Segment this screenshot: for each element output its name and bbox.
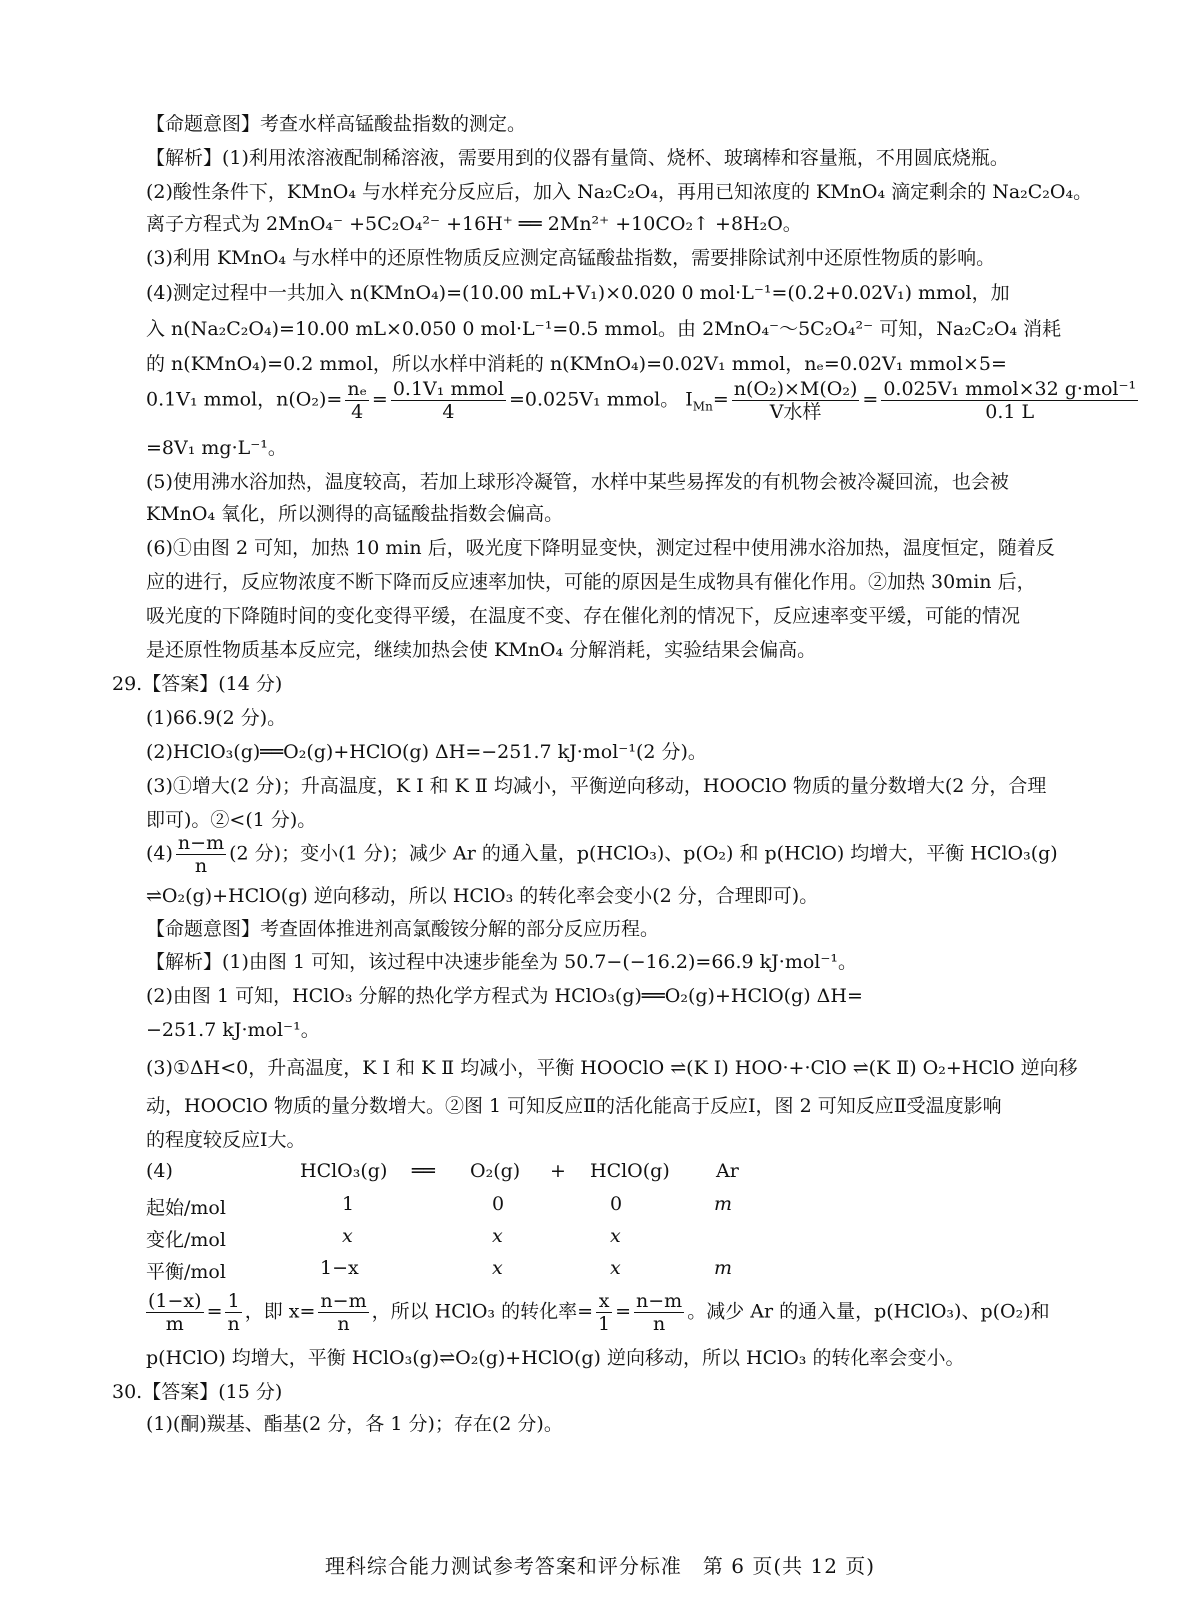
answer-29-2: (2)HClO₃(g)══O₂(g)+HClO(g) ΔH=−251.7 kJ·mol⁻¹(2 分)。: [146, 741, 707, 763]
analysis-29-2a: (2)由图 1 可知，HClO₃ 分解的热化学方程式为 HClO₃(g)══O₂(g)+HClO(g) ΔH=: [146, 985, 863, 1007]
fraction-conversion: $\frac{n-m}{n}$: [636, 1290, 683, 1335]
analysis-line-4a: (4)测定过程中一共加入 n(KMnO₄)=(10.00 mL+V₁)×0.020 0 mol·L⁻¹=(0.2+0.02V₁) mmol，加: [146, 282, 1010, 304]
analysis-line-6b: 应的进行，反应物浓度不断下降而反应速率加快，可能的原因是生成物具有催化作用。②加热 30min 后，: [146, 571, 1036, 593]
fraction-mass-over-volume: $\frac{\text{n(O₂)×M(O₂)}}{\text{V水样}}$: [733, 378, 858, 423]
conversion-derivation: $\frac{(1-x)}{m}$ = $\frac{1}{n}$ ，即 x= $\frac{n-m}{n}$ ，所以 HClO₃ 的转化率= $\frac{x}{1}$ = $\frac{n-m}{n}$ 。减少 Ar 的通入量，p(HClO₃)、p(O₂)和: [148, 1290, 1050, 1335]
analysis-result: =8V₁ mg·L⁻¹。: [146, 437, 287, 459]
conversion-conclusion: p(HClO) 均增大，平衡 HClO₃(g)⇌O₂(g)+HClO(g) 逆向移动，所以 HClO₃ 的转化率会变小。: [146, 1347, 965, 1369]
answer-29-3b: 即可)。②<(1 分)。: [146, 809, 317, 831]
analysis-line-3: (3)利用 KMnO₄ 与水样中的还原性物质反应测定高锰酸盐指数，需要排除试剂中还原性物质的影响。: [146, 247, 996, 269]
analysis-line-2: (2)酸性条件下，KMnO₄ 与水样充分反应后，加入 Na₂C₂O₄，再用已知浓度的 KMnO₄ 滴定剩余的 Na₂C₂O₄。: [146, 181, 1093, 203]
fraction-x-value: $\frac{n-m}{n}$: [320, 1290, 367, 1335]
analysis-line-4c: 的 n(KMnO₄)=0.2 mmol，所以水样中消耗的 n(KMnO₄)=0.02V₁ mmol，nₑ=0.02V₁ mmol×5=: [146, 353, 1007, 375]
analysis-29-3a: (3)①ΔH<0，升高温度，K Ⅰ 和 K Ⅱ 均减小，平衡 HOOClO ⇌(K Ⅰ) HOO·+·ClO ⇌(K Ⅱ) O₂+HClO 逆向移: [146, 1057, 1078, 1079]
analysis-line-4b: 入 n(Na₂C₂O₄)=10.00 mL×0.050 0 mol·L⁻¹=0.5 mmol。由 2MnO₄⁻～5C₂O₄²⁻ 可知，Na₂C₂O₄ 消耗: [146, 318, 1062, 340]
analysis-29-3c: 的程度较反应Ⅰ大。: [146, 1129, 306, 1151]
fraction-mmol-over-4: $\frac{\text{0.1V₁ mmol}}{4}$: [392, 378, 504, 423]
fraction-final: $\frac{\text{0.025V₁ mmol×32 g·mol⁻¹}}{0.1 L}$: [883, 378, 1137, 423]
analysis-line-6c: 吸光度的下降随时间的变化变得平缓，在温度不变、存在催化剂的情况下，反应速率变平缓，可能的情况: [146, 605, 1021, 627]
analysis-line-5a: (5)使用沸水浴加热，温度较高，若加上球形冷凝管，水样中某些易挥发的有机物会被冷凝回流，也会被: [146, 471, 1009, 493]
page-footer: 理科综合能力测试参考答案和评分标准 第 6 页(共 12 页): [324, 1554, 876, 1578]
table-row: 变化/mol x x x: [146, 1225, 621, 1251]
fraction-n-minus-m-over-n: $\frac{n-m}{n}$: [177, 832, 225, 877]
answer-29-3a: (3)①增大(2 分)；升高温度，K Ⅰ 和 K Ⅱ 均减小，平衡逆向移动，HOOClO 物质的量分数增大(2 分，合理: [146, 775, 1047, 797]
answer-29-4b: ⇌O₂(g)+HClO(g) 逆向移动，所以 HClO₃ 的转化率会变小(2 分，合理即可)。: [146, 885, 819, 907]
fraction-x-over-1: $\frac{x}{1}$: [598, 1290, 611, 1335]
analysis-line-1: 【解析】(1)利用浓溶液配制稀溶液，需要用到的仪器有量筒、烧杯、玻璃棒和容量瓶，不用圆底烧瓶。: [146, 147, 1009, 169]
analysis-29-3b: 动，HOOClO 物质的量分数增大。②图 1 可知反应Ⅱ的活化能高于反应Ⅰ，图 2 可知反应Ⅱ受温度影响: [146, 1095, 1002, 1117]
fraction-1-minus-x-over-m: $\frac{(1-x)}{m}$: [148, 1290, 202, 1335]
analysis-line-6a: (6)①由图 2 可知，加热 10 min 后，吸光度下降明显变快，测定过程中使用沸水浴加热，温度恒定，随着反: [146, 537, 1055, 559]
analysis-29-1: 【解析】(1)由图 1 可知，该过程中决速步能垒为 50.7−(−16.2)=66.9 kJ·mol⁻¹。: [146, 951, 858, 973]
ionic-equation: 离子方程式为 2MnO₄⁻ +5C₂O₄²⁻ +16H⁺ ══ 2Mn²⁺ +10CO₂↑ +8H₂O。: [146, 213, 802, 235]
analysis-29-2b: −251.7 kJ·mol⁻¹。: [146, 1019, 320, 1041]
fraction-1-over-n: $\frac{1}{n}$: [227, 1290, 240, 1335]
fraction-ne-over-4: $\frac{\text{nₑ}}{4}$: [347, 378, 367, 423]
text-segment: 0.1V₁ mmol，n(O₂)=: [146, 388, 343, 411]
analysis-line-4d: 0.1V₁ mmol，n(O₂)= $\frac{\text{nₑ}}{4}$ = $\frac{\text{0.1V₁ mmol}}{4}$ =0.025V₁ mmol。 $I_{Mn}=$ $\frac{\text{n(O₂)×M(O₂)}}{\text{V水样}}$ = $\frac{\text{0.025V₁ mmol×32 g·mol⁻¹}}{0.1 L}$: [146, 378, 1137, 423]
question-30-answer-heading: 30.【答案】(15 分): [112, 1381, 283, 1403]
answer-29-4a: (4) $\frac{n-m}{n}$ (2 分)；变小(1 分)；减少 Ar 的通入量，p(HClO₃)、p(O₂) 和 p(HClO) 均增大，平衡 HClO₃(g): [146, 832, 1058, 877]
analysis-line-5b: KMnO₄ 氧化，所以测得的高锰酸盐指数会偏高。: [146, 503, 564, 525]
table-row: 起始/mol 1 0 0 m: [146, 1193, 733, 1219]
table-header-row: (4) HClO₃(g) ══ O₂(g) + HClO(g) Ar: [146, 1160, 739, 1182]
answer-30-1: (1)(酮)羰基、酯基(2 分，各 1 分)；存在(2 分)。: [146, 1413, 563, 1435]
intent-heading-29: 【命题意图】考查固体推进剂高氯酸铵分解的部分反应历程。: [146, 918, 660, 940]
answer-29-1: (1)66.9(2 分)。: [146, 707, 287, 729]
question-29-answer-heading: 29.【答案】(14 分): [112, 673, 283, 695]
analysis-line-6d: 是还原性物质基本反应完，继续加热会使 KMnO₄ 分解消耗，实验结果会偏高。: [146, 639, 817, 661]
intent-heading-28: 【命题意图】考查水样高锰酸盐指数的测定。: [146, 113, 527, 135]
table-row: 平衡/mol 1−x x x m: [146, 1257, 733, 1283]
